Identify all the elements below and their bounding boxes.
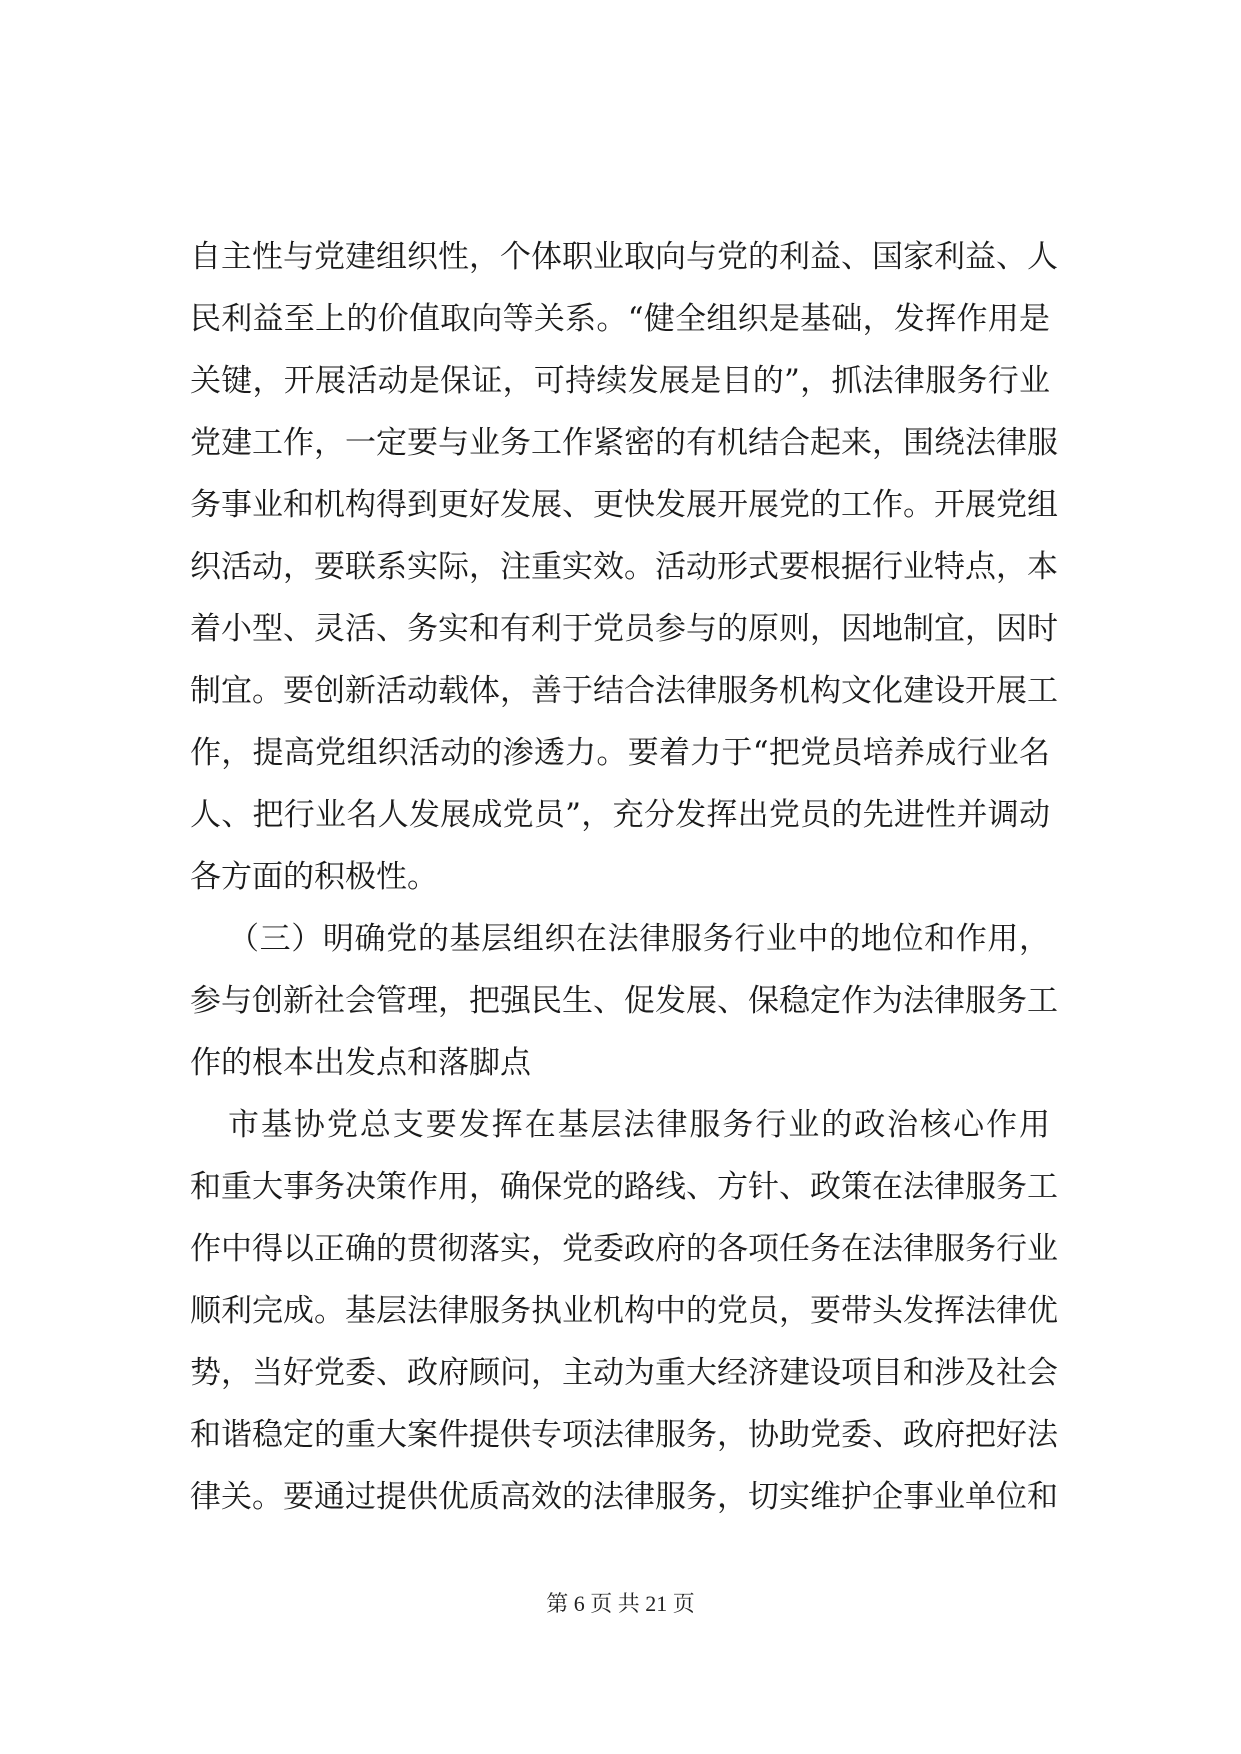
heading-line: 作的根本出发点和落脚点 (190, 1045, 531, 1081)
text-line: 各方面的积极性。 (190, 859, 438, 895)
paragraph (190, 1094, 1058, 1528)
heading-line: 参与创新社会管理，把强民生、促发展、保稳定作为法律服务工 (190, 983, 1058, 1019)
text-line: 和谐稳定的重大案件提供专项法律服务，协助党委、政府把好法 (190, 1417, 1058, 1453)
text-line: 势，当好党委、政府顾问，主动为重大经济建设项目和涉及社会 (190, 1355, 1058, 1391)
text-line: 人、把行业名人发展成党员”，充分发挥出党员的先进性并调动 (190, 797, 1050, 833)
text-line: 着小型、灵活、务实和有利于党员参与的原则，因地制宜，因时 (190, 611, 1058, 647)
text-line: 和重大事务决策作用，确保党的路线、方针、政策在法律服务工 (190, 1169, 1058, 1205)
text-line: 制宜。要创新活动载体，善于结合法律服务机构文化建设开展工 (190, 673, 1058, 709)
text-line: 自主性与党建组织性，个体职业取向与党的利益、国家利益、人 (190, 239, 1058, 275)
text-line: 顺利完成。基层法律服务执业机构中的党员，要带头发挥法律优 (190, 1293, 1058, 1329)
paragraph (190, 226, 1058, 908)
text-line: 织活动，要联系实际，注重实效。活动形式要根据行业特点，本 (190, 549, 1058, 585)
text-line: 关键，开展活动是保证，可持续发展是目的”，抓法律服务行业 (190, 363, 1050, 399)
heading-line: （三）明确党的基层组织在法律服务行业中的地位和作用， (228, 921, 1050, 957)
text-line: 作，提高党组织活动的渗透力。要着力于“把党员培养成行业名 (190, 735, 1050, 771)
section-heading (190, 908, 1058, 1094)
text-line: 作中得以正确的贯彻落实，党委政府的各项任务在法律服务行业 (190, 1231, 1058, 1267)
document-body (190, 226, 1058, 1528)
text-line: 务事业和机构得到更好发展、更快发展开展党的工作。开展党组 (190, 487, 1058, 523)
text-line: 市基协党总支要发挥在基层法律服务行业的政治核心作用 (228, 1107, 1050, 1143)
text-line: 民利益至上的价值取向等关系。“健全组织是基础，发挥作用是 (190, 301, 1050, 337)
text-line: 律关。要通过提供优质高效的法律服务，切实维护企事业单位和 (190, 1479, 1058, 1515)
text-line: 党建工作，一定要与业务工作紧密的有机结合起来，围绕法律服 (190, 425, 1058, 461)
page-number-footer: 第 6 页 共 21 页 (546, 1591, 695, 1616)
